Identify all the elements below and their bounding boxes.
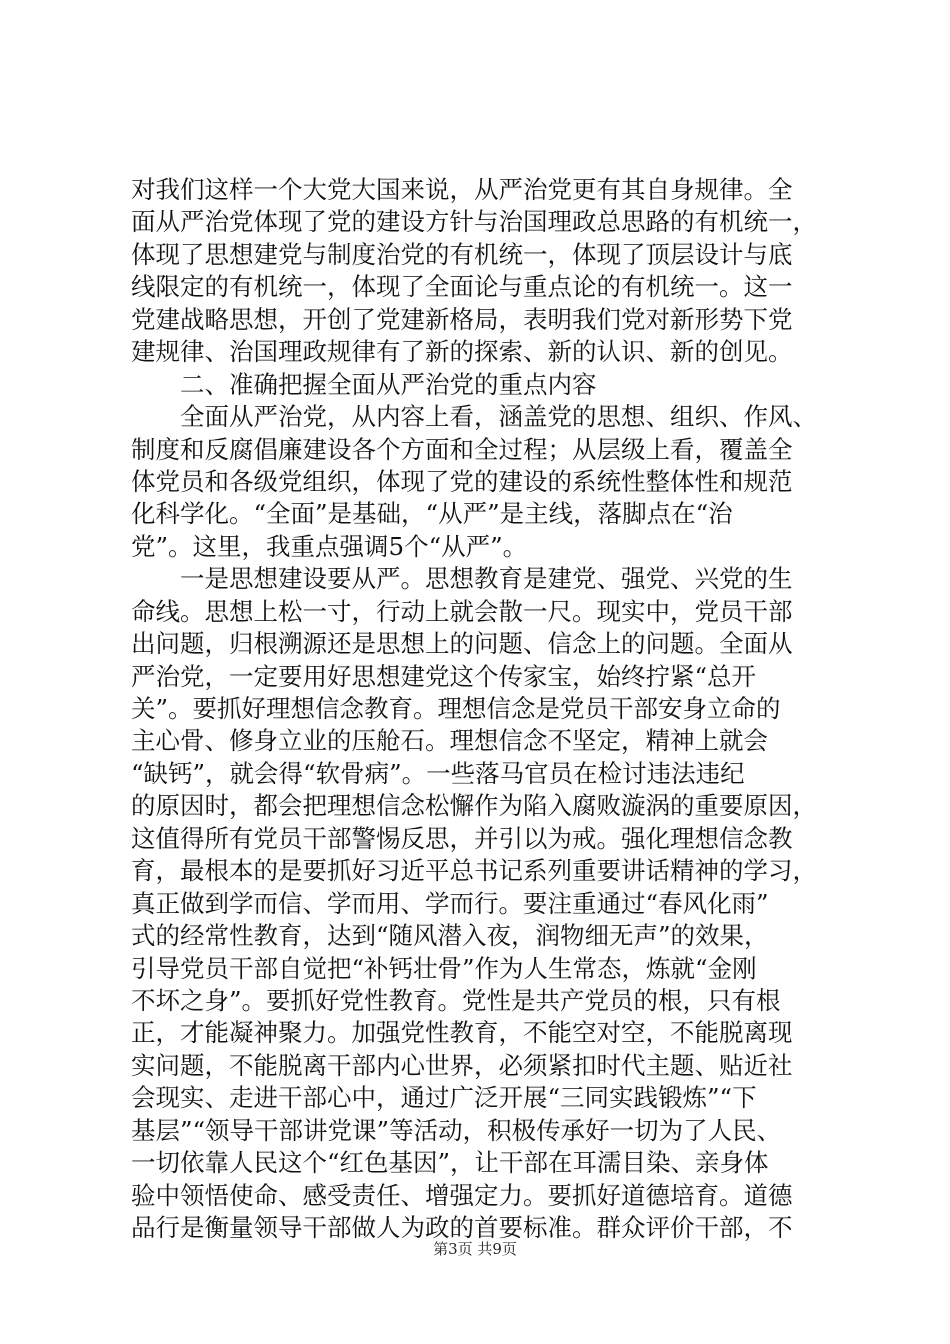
text-line: 制度和反腐倡廉建设各个方面和全过程；从层级上看，覆盖全 bbox=[131, 434, 793, 464]
text-line: 主心骨、修身立业的压舱石。理想信念不坚定，精神上就会 bbox=[131, 726, 768, 756]
text-line: 线限定的有机统一，体现了全面论与重点论的有机统一。这一 bbox=[131, 272, 793, 302]
text-line: “缺钙”，就会得“软骨病”。一些落马官员在检讨违法违纪 bbox=[131, 758, 745, 788]
section-heading: 二、准确把握全面从严治党的重点内容 bbox=[180, 369, 597, 399]
text-line: 的原因时，都会把理想信念松懈作为陷入腐败漩涡的重要原因， bbox=[131, 791, 817, 821]
text-line: 不坏之身”。要抓好党性教育。党性是共产党员的根，只有根 bbox=[131, 985, 781, 1015]
text-line: 对我们这样一个大党大国来说，从严治党更有其自身规律。全 bbox=[131, 175, 793, 204]
text-line: 引导党员干部自觉把“补钙壮骨”作为人生常态，炼就“金刚 bbox=[131, 953, 757, 983]
text-line: 关”。要抓好理想信念教育。理想信念是党员干部安身立命的 bbox=[131, 694, 781, 723]
text-line: 化科学化。“全面”是基础，“从严”是主线，落脚点在“治 bbox=[131, 499, 733, 529]
text-line: 党建战略思想，开创了党建新格局，表明我们党对新形势下党 bbox=[131, 304, 793, 334]
text-line: 育，最根本的是要抓好习近平总书记系列重要讲话精神的学习， bbox=[131, 856, 817, 886]
text-line: 体党员和各级党组织，体现了党的建设的系统性整体性和规范 bbox=[131, 466, 793, 496]
text-line: 会现实、走进干部心中，通过广泛开展“三同实践锻炼”“下 bbox=[131, 1083, 757, 1113]
text-line: 实问题，不能脱离干部内心世界，必须紧扣时代主题、贴近社 bbox=[131, 1050, 793, 1080]
document-body bbox=[131, 174, 821, 1244]
text-line: 全面从严治党，从内容上看，涵盖党的思想、组织、作风、 bbox=[180, 402, 817, 432]
text-line: 体现了思想建党与制度治党的有机统一，体现了顶层设计与底 bbox=[131, 239, 793, 269]
page-number-footer: 第3页 共9页 bbox=[433, 1240, 517, 1258]
text-line: 一是思想建设要从严。思想教育是建党、强党、兴党的生 bbox=[180, 564, 793, 594]
text-line: 出问题，归根溯源还是思想上的问题、信念上的问题。全面从 bbox=[131, 629, 793, 659]
text-line: 基层”“领导干部讲党课”等活动，积极传承好一切为了人民、 bbox=[131, 1115, 782, 1145]
text-line: 建规律、治国理政规律有了新的探索、新的认识、新的创见。 bbox=[131, 337, 793, 367]
text-line: 面从严治党体现了党的建设方针与治国理政总思路的有机统一， bbox=[131, 207, 817, 237]
text-line: 一切依靠人民这个“红色基因”，让干部在耳濡目染、亲身体 bbox=[131, 1148, 769, 1178]
text-line: 这值得所有党员干部警惕反思，并引以为戒。强化理想信念教 bbox=[131, 823, 793, 853]
text-line: 命线。思想上松一寸，行动上就会散一尺。现实中，党员干部 bbox=[131, 596, 793, 626]
text-line: 品行是衡量领导干部做人为政的首要标准。群众评价干部，不 bbox=[131, 1213, 793, 1242]
text-line: 验中领悟使命、感受责任、增强定力。要抓好道德培育。道德 bbox=[131, 1180, 793, 1210]
text-line: 正，才能凝神聚力。加强党性教育，不能空对空，不能脱离现 bbox=[131, 1018, 793, 1048]
text-line: 真正做到学而信、学而用、学而行。要注重通过“春风化雨” bbox=[131, 888, 769, 918]
text-line: 严治党，一定要用好思想建党这个传家宝，始终拧紧“总开 bbox=[131, 661, 757, 691]
text-line: 党”。这里，我重点强调5个“从严”。 bbox=[131, 531, 528, 561]
text-line: 式的经常性教育，达到“随风潜入夜，润物细无声”的效果， bbox=[131, 921, 769, 951]
